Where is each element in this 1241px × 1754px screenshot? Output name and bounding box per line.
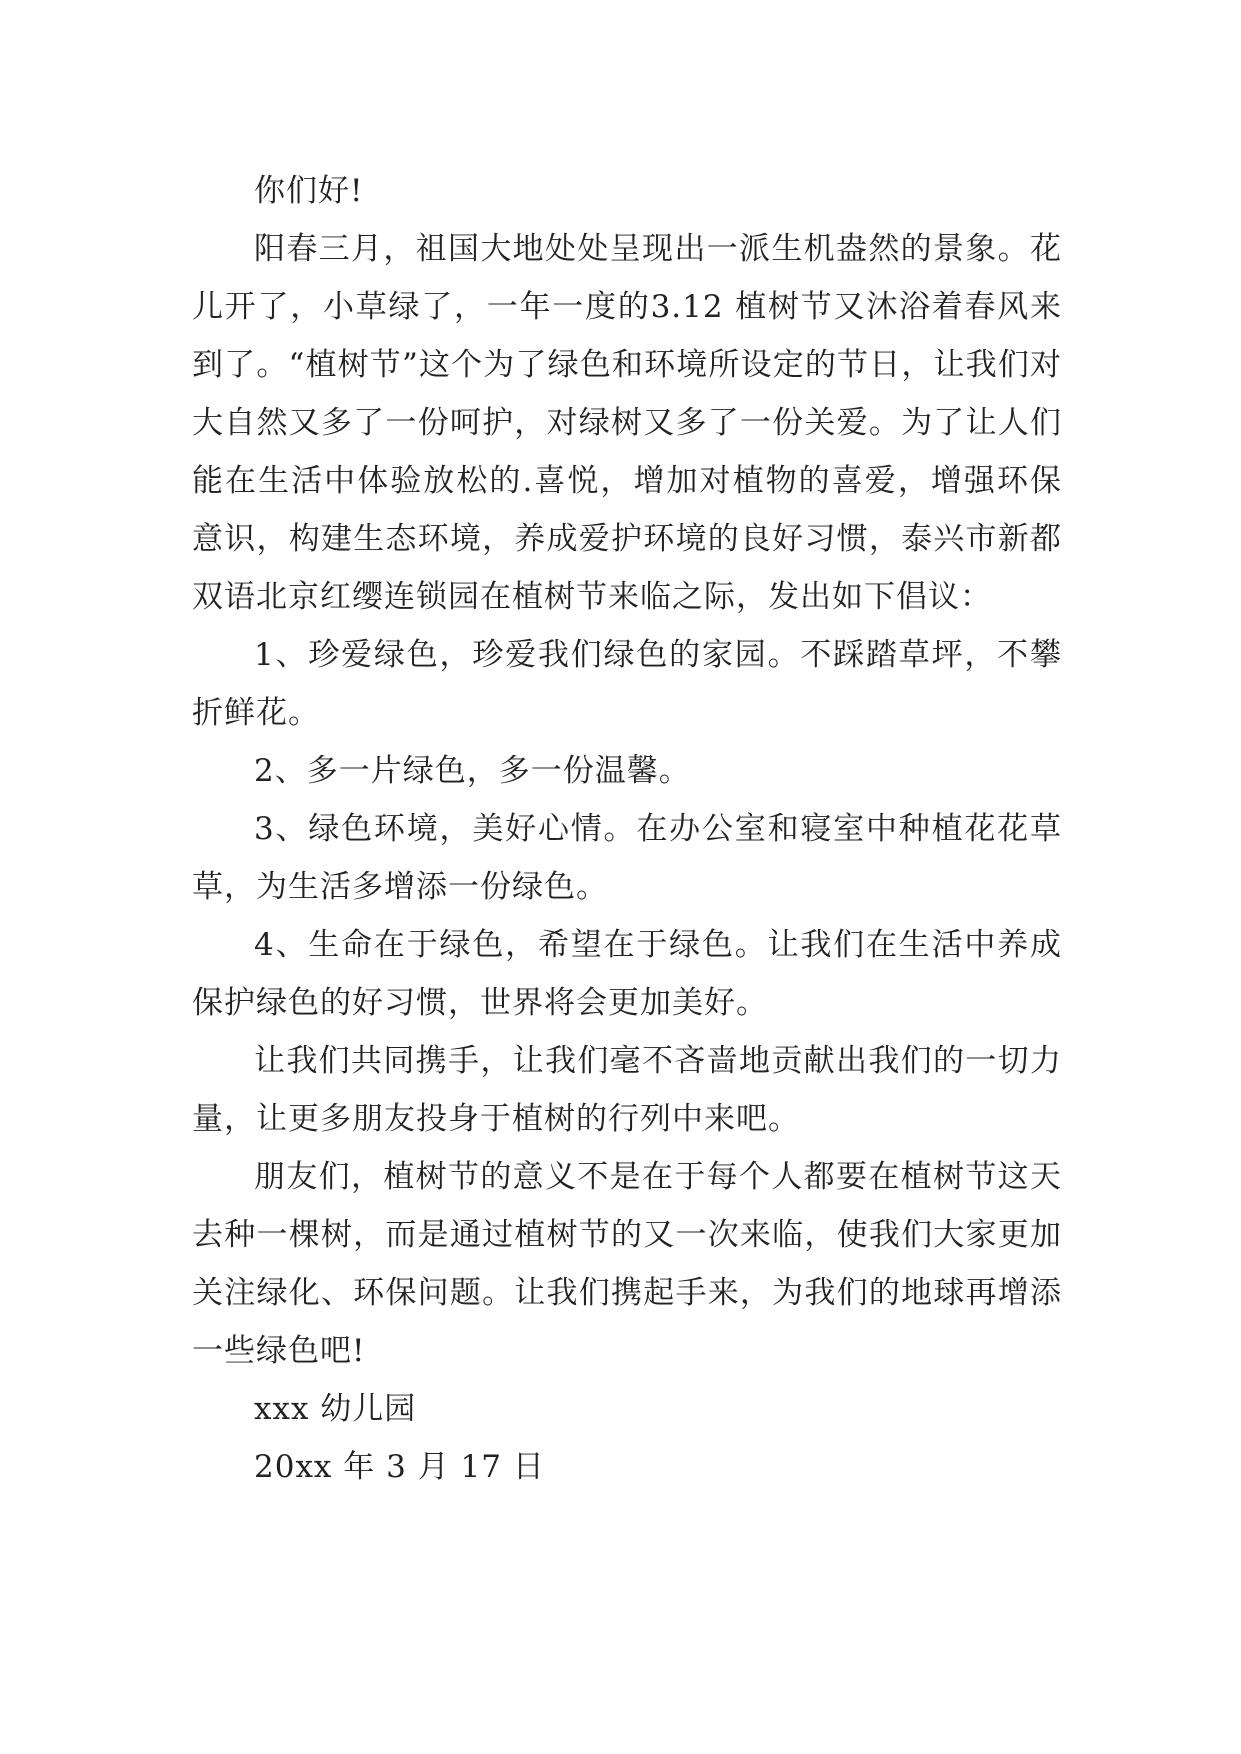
proposal-item-2: 2、多一片绿色，多一份温馨。 — [254, 753, 691, 789]
closing-paragraph: 朋友们，植树节的意义不是在于每个人都要在植树节这天去种一棵树，而是通过植树节的又一次来临，使我们大家更加关注绿化、环保问题。让我们携起手来，为我们的地球再增添一些绿色吧! — [192, 1159, 1062, 1369]
greeting: 你们好! — [254, 173, 364, 209]
signature: xxx 幼儿园 — [254, 1391, 417, 1427]
proposal-item-3: 3、绿色环境，美好心情。在办公室和寝室中种植花花草草，为生活多增添一份绿色。 — [192, 811, 1062, 905]
proposal-item-4: 4、生命在于绿色，希望在于绿色。让我们在生活中养成保护绿色的好习惯，世界将会更加美好。 — [192, 927, 1062, 1021]
letter-body — [192, 162, 1062, 1496]
intro-paragraph: 阳春三月，祖国大地处处呈现出一派生机盎然的景象。花儿开了，小草绿了，一年一度的3.12 植树节又沐浴着春风来到了。“植树节”这个为了绿色和环境所设定的节日，让我们对大自然又多了一份呵护，对绿树又多了一份关爱。为了让人们能在生活中体验放松的.喜悦，增加对植物的喜爱，增强环保意识，构建生态环境，养成爱护环境的良好习惯，泰兴市新都双语北京红缨连锁园在植树节来临之际，发出如下倡议： — [192, 231, 1062, 615]
call-to-action-paragraph: 让我们共同携手，让我们毫不吝啬地贡献出我们的一切力量，让更多朋友投身于植树的行列中来吧。 — [192, 1043, 1062, 1137]
date: 20xx 年 3 月 17 日 — [254, 1449, 545, 1485]
proposal-item-1: 1、珍爱绿色，珍爱我们绿色的家园。不踩踏草坪，不攀折鲜花。 — [192, 637, 1062, 731]
